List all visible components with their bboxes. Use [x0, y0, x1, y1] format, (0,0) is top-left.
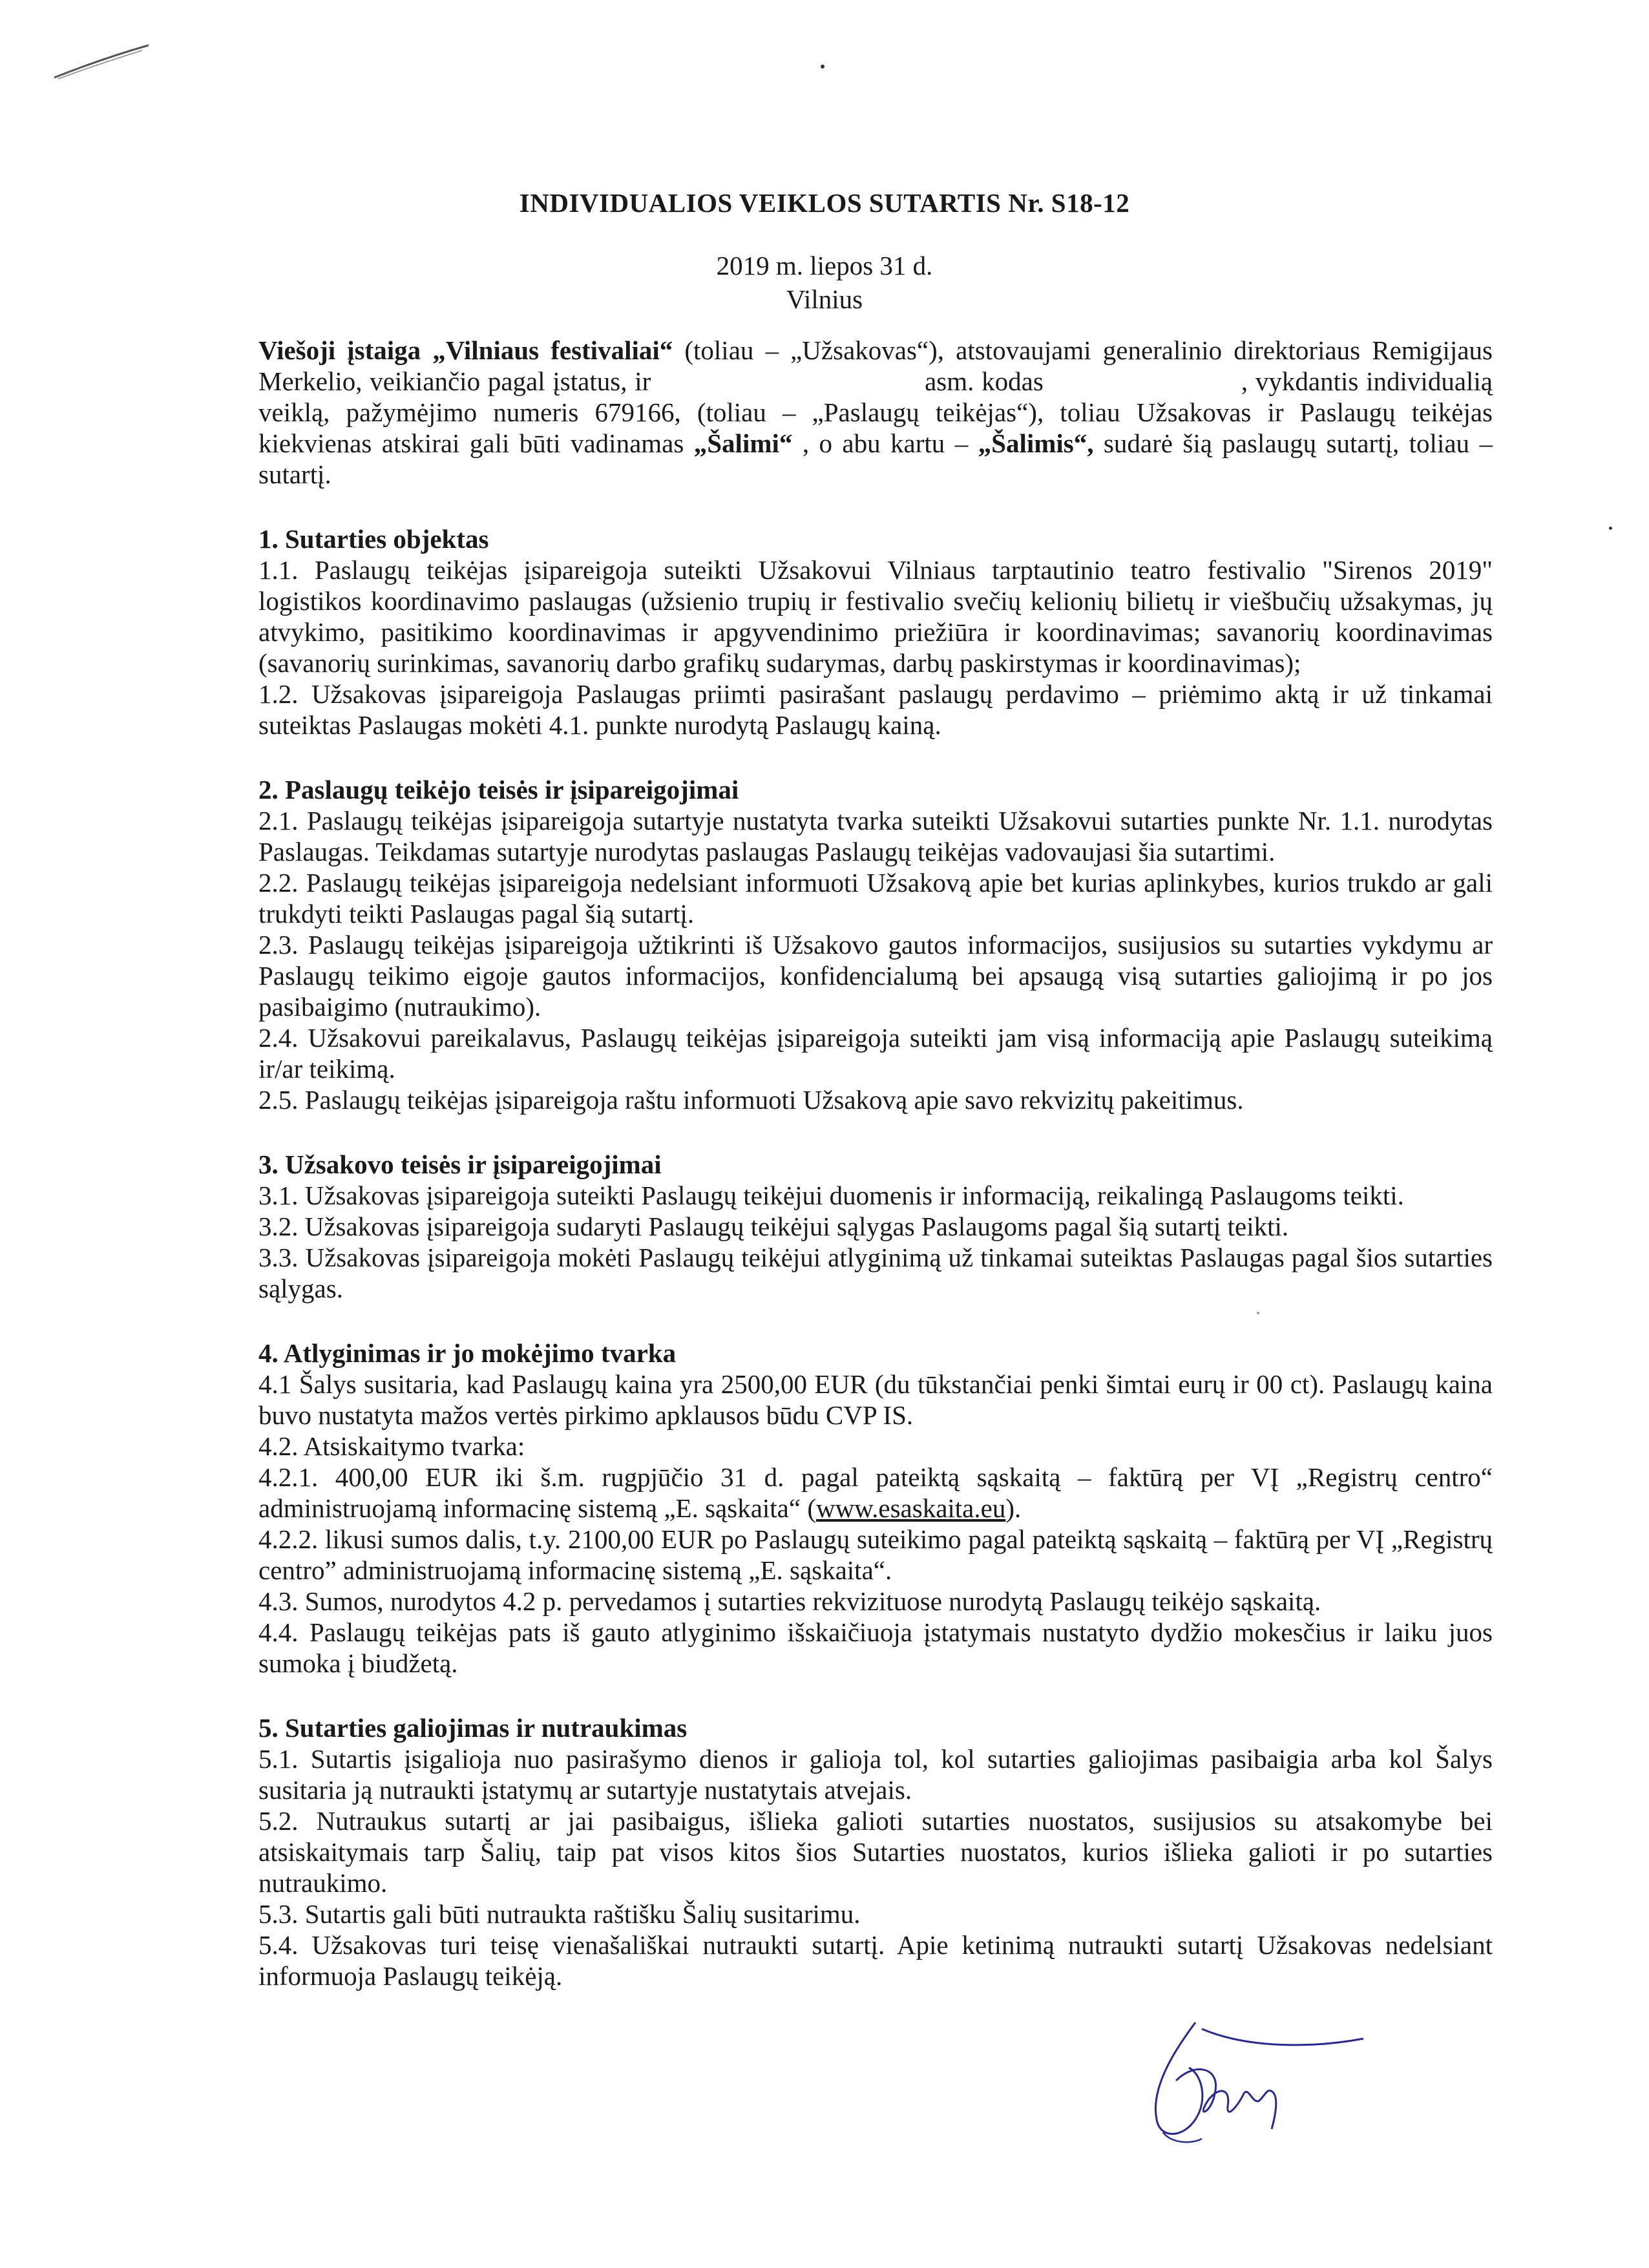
clause-2-5: 2.5. Paslaugų teikėjas įsipareigoja raštu informuoti Užsakovą apie savo rekvizitų pakeitimus.: [258, 1085, 1244, 1115]
term-salimi: „Šalimi“: [693, 428, 793, 458]
section-title: 1. Sutarties objektas: [258, 524, 489, 554]
clause-4-2-1-text: 4.2.1. 400,00 EUR iki š.m. rugpjūčio 31 d. pagal pateiktą sąskaitą – faktūrą per VĮ „Registrų centro“ administruojamą informacinę sistemą „E. sąskaita“ (: [258, 1462, 1493, 1523]
section-title: 2. Paslaugų teikėjo teisės ir įsipareigojimai: [258, 775, 739, 804]
clause-5-2: 5.2. Nutraukus sutartį ar jai pasibaigus, išlieka galioti sutarties nuostatos, susijusios su atsakomybe bei atsiskaitymais tarp Šalių, taip pat visos kitos šios Sutarties nuostatos, kurios išlieka galioti ir po sutarties nutraukimo.: [258, 1806, 1493, 1898]
contract-body: [258, 335, 1500, 2025]
clause-4-3: 4.3. Sumos, nurodytos 4.2 p. pervedamos į sutarties rekvizituose nurodytą Paslaugų teikėjo sąskaitą.: [258, 1586, 1321, 1616]
clause-4-2-1-end: ).: [1005, 1493, 1022, 1523]
intro-text-1: (toliau – „Užsakovas“), atstovaujami generalinio direktoriaus Remigijaus Merkelio, veikiančio pagal įstatus, ir asm. kodas , vykdantis individualią veiklą, pažymėjimo numeris 679166, (toliau – „Paslaugų teikėjas“), toliau Užsakovas ir Paslaugų teikėjas kiekvienas atskirai gali būti vadinamas: [258, 335, 1500, 458]
clause-4-1: 4.1 Šalys susitaria, kad Paslaugų kaina yra 2500,00 EUR (du tūkstančiai penki šimtai eurų ir 00 ct). Paslaugų kaina buvo nustatyta mažos vertės pirkimo apklausos būdu CVP IS.: [258, 1369, 1493, 1430]
clause-4-2-2: 4.2.2. likusi sumos dalis, t.y. 2100,00 EUR po Paslaugų suteikimo pagal pateiktą sąskaitą – faktūrą per VĮ „Registrų centro” administruojamą informacinę sistemą „E. sąskaita“.: [258, 1524, 1493, 1585]
section-4: [258, 1338, 1493, 1679]
section-title: 5. Sutarties galiojimas ir nutraukimas: [258, 1713, 688, 1743]
clause-3-3: 3.3. Užsakovas įsipareigoja mokėti Paslaugų teikėjui atlyginimą už tinkamai suteiktas Paslaugas pagal šios sutarties sąlygas.: [258, 1243, 1493, 1303]
clause-2-3: 2.3. Paslaugų teikėjas įsipareigoja užtikrinti iš Užsakovo gautos informacijos, susijusios su sutarties vykdymu ar Paslaugų teikimo eigoje gautos informacijos, konfidencialumą bei apsaugą visą sutarties galiojimą ir po jos pasibaigimo (nutraukimo).: [258, 930, 1493, 1022]
clause-5-4: 5.4. Užsakovas turi teisę vienašališkai nutraukti sutartį. Apie ketinimą nutraukti sutartį Užsakovas nedelsiant informuoja Paslaugų teikėją.: [258, 1930, 1493, 1991]
clause-4-4: 4.4. Paslaugų teikėjas pats iš gauto atlyginimo išskaičiuoja įstatymais nustatyto dydžio mokesčius ir laiku juos sumoka į biudžetą.: [258, 1617, 1493, 1678]
term-salimis: „Šalimis“,: [978, 428, 1094, 458]
scan-speck: [821, 65, 824, 68]
clause-5-3: 5.3. Sutartis gali būti nutraukta raštišku Šalių susitarimu.: [258, 1899, 861, 1929]
esaskaita-link[interactable]: www.esaskaita.eu: [815, 1493, 1006, 1523]
document-title: INDIVIDUALIOS VEIKLOS SUTARTIS Nr. S18-12: [519, 188, 1130, 218]
clause-4-2: 4.2. Atsiskaitymo tvarka:: [258, 1431, 525, 1461]
intro-text-2: , o abu kartu –: [792, 428, 978, 458]
scan-speck: [1609, 527, 1612, 530]
section-5: [258, 1712, 1493, 1991]
pen-stroke-mark: [52, 39, 162, 90]
section-title: 3. Užsakovo teisės ir įsipareigojimai: [258, 1150, 662, 1179]
clause-3-2: 3.2. Užsakovas įsipareigoja sudaryti Paslaugų teikėjui sąlygas Paslaugoms pagal šią sutartį teikti.: [258, 1212, 1289, 1241]
clause-2-2: 2.2. Paslaugų teikėjas įsipareigoja nedelsiant informuoti Užsakovą apie bet kurias aplinkybes, kurios trukdo ar gali trukdyti teikti Paslaugas pagal šią sutartį.: [258, 868, 1493, 929]
section-1: [258, 523, 1493, 740]
clause-5-1: 5.1. Sutartis įsigalioja nuo pasirašymo dienos ir galioja tol, kol sutarties galiojimas pasibaigia arba kol Šalys susitaria ją nutraukti įstatymų ar sutartyje nustatytais atvejais.: [258, 1744, 1493, 1805]
intro-paragraph: [258, 335, 1500, 490]
clause-2-4: 2.4. Užsakovui pareikalavus, Paslaugų teikėjas įsipareigoja suteikti jam visą informaciją apie Paslaugų suteikimą ir/ar teikimą.: [258, 1023, 1493, 1084]
clause-3-1: 3.1. Užsakovas įsipareigoja suteikti Paslaugų teikėjui duomenis ir informaciją, reikalingą Paslaugoms teikti.: [258, 1181, 1404, 1210]
section-title: 4. Atlyginimas ir jo mokėjimo tvarka: [258, 1338, 677, 1368]
intro-text-3: sudarė šią paslaugų sutartį, toliau – sutartį.: [258, 428, 1493, 489]
document-city: Vilnius: [786, 284, 863, 314]
clause-2-1: 2.1. Paslaugų teikėjas įsipareigoja sutartyje nustatyta tvarka suteikti Užsakovui sutarties punkte Nr. 1.1. nurodytas Paslaugas. Teikdamas sutartyje nurodytas paslaugas Paslaugų teikėjas vadovaujasi šia sutartimi.: [258, 806, 1493, 866]
document-date: 2019 m. liepos 31 d.: [716, 251, 933, 280]
client-name: Viešoji įstaiga „Vilniaus festivaliai“: [258, 335, 673, 365]
clause-1-1: 1.1. Paslaugų teikėjas įsipareigoja suteikti Užsakovui Vilniaus tarptautinio teatro festivalio "Sirenos 2019" logistikos koordinavimo paslaugas (užsienio trupių ir festivalio svečių kelionių bilietų ir viešbučių užsakymas, jų atvykimo, pasitikimo koordinavimas ir apgyvendinimo priežiūra ir koordinavimas; savanorių koordinavimas (savanorių surinkimas, savanorių darbo grafikų sudarymas, darbų paskirstymas ir koordinavimas);: [258, 555, 1493, 678]
clause-4-2-1: [258, 1462, 1493, 1524]
section-3: [258, 1149, 1493, 1304]
section-2: [258, 774, 1493, 1115]
date-place-block: [0, 249, 1649, 316]
signature-icon: [1098, 2010, 1370, 2152]
clause-1-2: 1.2. Užsakovas įsipareigoja Paslaugas priimti pasirašant paslaugų perdavimo – priėmimo aktą ir už tinkamai suteiktas Paslaugas mokėti 4.1. punkte nurodytą Paslaugų kainą.: [258, 679, 1493, 740]
